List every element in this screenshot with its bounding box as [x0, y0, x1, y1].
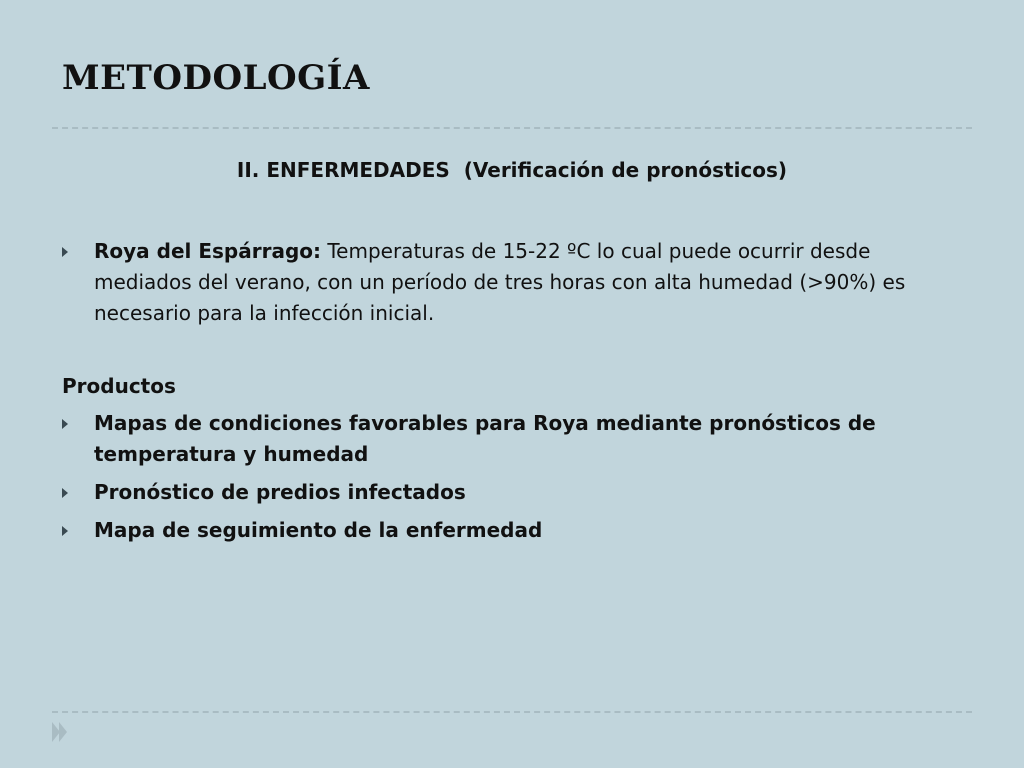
slide-subtitle: II. ENFERMEDADES (Verificación de pronósticos) — [236, 158, 788, 182]
bullet-term: Roya del Espárrago: — [94, 239, 321, 263]
product-item — [62, 408, 942, 470]
products-heading: Productos — [62, 374, 176, 398]
triangle-right-icon — [62, 526, 68, 536]
product-item — [62, 515, 942, 546]
roya-bullet — [62, 236, 942, 329]
bullet-text: Temperaturas de 15-22 ºC lo cual puede ocurrir desde mediados del verano, con un período de tres horas con alta humedad (>90%) es necesario para la infección inicial. — [94, 239, 906, 325]
product-item-text: Mapas de condiciones favorables para Roya mediante pronósticos de temperatura y humedad — [94, 411, 876, 466]
top-divider — [52, 127, 972, 129]
product-item — [62, 477, 942, 508]
triangle-right-icon — [62, 247, 68, 257]
bottom-divider — [52, 711, 972, 713]
slide-title: METODOLOGÍA — [62, 58, 370, 98]
double-chevron-icon — [52, 722, 68, 742]
slide-content — [62, 236, 942, 553]
triangle-right-icon — [62, 488, 68, 498]
product-item-text: Pronóstico de predios infectados — [94, 480, 466, 504]
triangle-right-icon — [62, 419, 68, 429]
product-item-text: Mapa de seguimiento de la enfermedad — [94, 518, 543, 542]
